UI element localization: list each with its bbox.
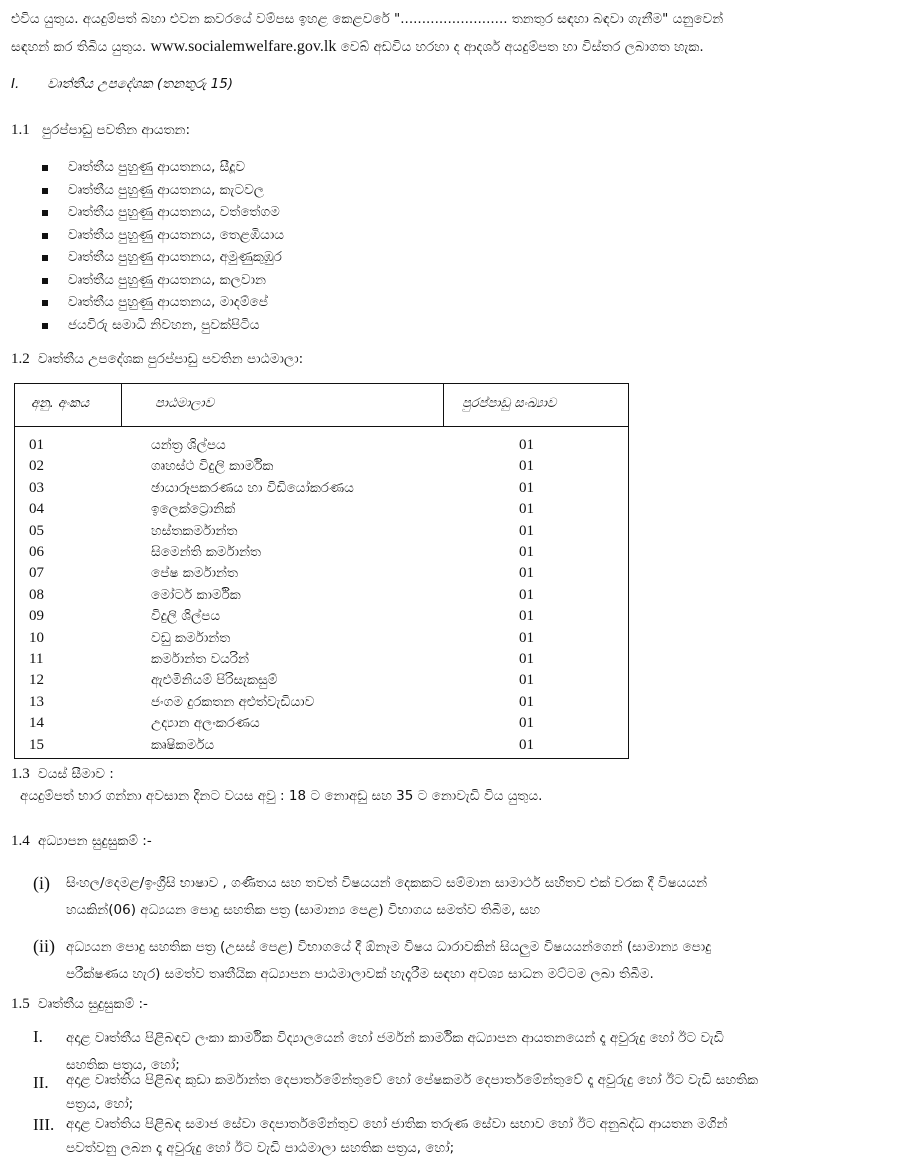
table-row: 09 විදුලි ශිල්පය 01 (29, 608, 534, 625)
table-row: 05 හස්තකර්මාන්ත 01 (29, 522, 534, 539)
section-1-3-number: 1.3 (11, 766, 30, 782)
table-row: 02 ගෘහස්ථ විදුලි කාර්මික 01 (29, 458, 534, 475)
list-item: වෘත්තීය පුහුණු ආයතනය, කැටවල (42, 179, 284, 202)
bullet-square-icon (42, 165, 48, 171)
intro-line-2-end: වෙබ් අඩවිය හරහා ද ආදර්ශ අයදුම්පත හා විස්තර ලබාගත හැක. (340, 39, 704, 55)
item-roman-numeral: II. (33, 1073, 49, 1092)
section-1-1-number: 1.1 (11, 122, 30, 138)
table-row: 15 කෘෂිකර්මය 01 (29, 736, 534, 753)
bullet-square-icon (42, 255, 48, 261)
section-1-heading (11, 76, 233, 92)
section-1-2-heading (11, 351, 303, 368)
section-1-5-heading (11, 996, 148, 1013)
item-roman-numeral: I. (33, 1027, 43, 1046)
table-row: 01 යන්ත්‍ර ශිල්පය 01 (29, 437, 534, 453)
header-vacancies: පුරප්පාඩු සංඛ්‍යාව (462, 396, 557, 411)
section-1-4-title: අධ්‍යාපන සුදුසුකම් :- (38, 833, 152, 849)
section-1-5-number: 1.5 (11, 996, 30, 1012)
header-course: පාඨමාලාව (155, 396, 215, 411)
bullet-square-icon (42, 233, 48, 239)
section-1-2-number: 1.2 (11, 351, 30, 367)
website-url: www.socialemwelfare.gov.lk (150, 38, 337, 55)
intro-line-1: එවිය යුතුය. අයදුම්පත් බහා එවන කවරයේ වම්පස ඉහළ කෙළවරේ "......................... තනතුර සඳහා බඳවා ගැනීම" යනුවෙන් (11, 11, 724, 27)
table-row: 04 ඉලෙක්ට්‍රොනික් 01 (29, 501, 534, 518)
column-divider (121, 384, 122, 426)
list-item: වෘත්තීය පුහුණු ආයතනය, කලවාන (42, 269, 284, 292)
intro-paragraph (11, 6, 886, 61)
section-1-number: I. (11, 76, 20, 92)
vocational-qualification-2: අදාළ වෘත්තිය පිළිබඳ කුඩා කර්මාන්ත දෙපාර්තමේන්තුවේ හෝ පේෂකර්ම දෙපාර්තමේන්තුවේ දෑ අවුරුදු හෝ ඊට වැඩි සහතික පත්‍රය, හෝ; (66, 1072, 759, 1112)
table-row: 10 වඩු කර්මාන්ත 01 (29, 629, 534, 646)
education-qualification-1: සිංහල/දෙමළ/ඉංග්‍රීසි භාෂාව , ගණිතය සහ තවත් විෂයයන් දෙකකට සම්මාන සාමාර්ථ සහිතව එක් වරක දී විෂයයන් හයකින්(06) අධ්‍යයන පොදු සහතික පත්‍ර (සාමාන්‍ය පෙළ) විභාගය සමත්ව තිබීම, සහ (66, 875, 708, 918)
item-roman-numeral: III. (33, 1115, 55, 1134)
list-item: ජයවිරු සමාධි නිවහන, පුවක්පිටිය (42, 314, 284, 337)
table-row: 13 ජංගම දුරකතන අළුත්වැඩියාව 01 (29, 693, 534, 710)
table-row: 14 උද්‍යාන අලංකරණය 01 (29, 715, 534, 732)
header-serial-number: අනු. අංකය (31, 396, 90, 411)
bullet-square-icon (42, 300, 48, 306)
section-1-1-title: පුරප්පාඩු පවතින ආයතන: (42, 122, 191, 138)
bullet-square-icon (42, 188, 48, 194)
column-divider (443, 384, 444, 426)
item-roman-numeral: (ii) (33, 936, 55, 956)
vocational-qualification-1: අදාළ වෘත්තීය පිළිබඳව ලංකා කාර්මික විද්‍යාලයෙන් හෝ ජර්මන් කාර්මික අධ්‍යාපන ආයතනයෙන් දෑ අවුරුදු හෝ ඊට වැඩි සහතික පත්‍රය, හෝ; (66, 1030, 724, 1073)
section-1-title: වෘත්තීය උපදේශක (තනතුරු 15) (47, 76, 234, 92)
table-header (15, 384, 628, 427)
list-item: වෘත්තීය පුහුණු ආයතනය, තෙළඹියාය (42, 224, 284, 247)
education-qualification-2: අධ්‍යයන පොදු සහතික පත්‍ර (උසස් පෙළ) විභාගයේ දී ඕනෑම විෂය ධාරාවකින් සියලුම විෂයයන්ගෙන් (සාමාන්‍ය පොදු පරීක්ෂණය හැර) සමත්ව තෘතීයික අධ්‍යාපන පාඨමාලාවක් හැදෑරීම සඳහා අවශ්‍ය සාධන මට්ටම ලබා තිබීම. (66, 939, 712, 982)
item-roman-numeral: (i) (33, 873, 50, 893)
section-1-4-number: 1.4 (11, 833, 30, 849)
section-1-4-heading (11, 833, 152, 850)
section-1-5-title: වෘත්තීය සුදුසුකම් :- (38, 996, 148, 1012)
age-limit-text: අයදුම්පත් භාර ගන්නා අවසාන දිනට වයස අවු : 18 ට නොඅඩු සහ 35 ට නොවැඩි විය යුතුය. (20, 788, 543, 804)
section-1-2-title: වෘත්තීය උපදේශක පුරප්පාඩු පවතින පාඨමාලා: (38, 351, 304, 367)
intro-line-2-start: සඳහන් කර තිබිය යුතුය. (11, 39, 147, 55)
section-1-1-heading (11, 122, 190, 139)
intro-line-2 (11, 33, 886, 61)
list-item: වෘත්තීය පුහුණු ආයතනය, අමුණුකුඹුර (42, 246, 284, 269)
bullet-square-icon (42, 210, 48, 216)
list-item: වෘත්තීය පුහුණු ආයතනය, මාදම්පේ (42, 291, 284, 314)
bullet-square-icon (42, 278, 48, 284)
courses-table (14, 383, 629, 759)
list-item: වෘත්තීය පුහුණු ආයතනය, වත්තේගම (42, 201, 284, 224)
bullet-square-icon (42, 323, 48, 329)
list-item: වෘත්තීය පුහුණු ආයතනය, සීදූව (42, 156, 284, 179)
table-row: 06 සිමෙන්ති කර්මාන්ත 01 (29, 544, 534, 560)
table-row: 12 ඇළුමිනියම් පිරිසැකසුම් 01 (29, 672, 534, 689)
section-1-3-title: වයස් සීමාව : (38, 766, 114, 782)
table-row: 11 කර්මාන්ත වයරින් 01 (29, 651, 534, 667)
table-row: 03 ඡායාරූපකරණය හා විඩියෝකරණය 01 (29, 479, 534, 496)
table-row: 07 පේෂ කර්මාන්ත 01 (29, 565, 534, 582)
table-row: 08 මෝටර් කාර්මික 01 (29, 586, 534, 603)
vocational-qualification-3: අදාළ වෘත්තිය පිළිබඳ සමාජ සේවා දෙපාර්තමේන්තුව හෝ ජාතික තරුණ සේවා සභාව හෝ ඊට අනුබද්ධ ආයතන මගින් පවත්වනු ලබන දෑ අවුරුදු හෝ ඊට වැඩි පාඨමාලා සහතික පත්‍රය, හෝ; (66, 1116, 728, 1156)
section-1-3-heading (11, 766, 114, 783)
institution-list (42, 156, 284, 336)
